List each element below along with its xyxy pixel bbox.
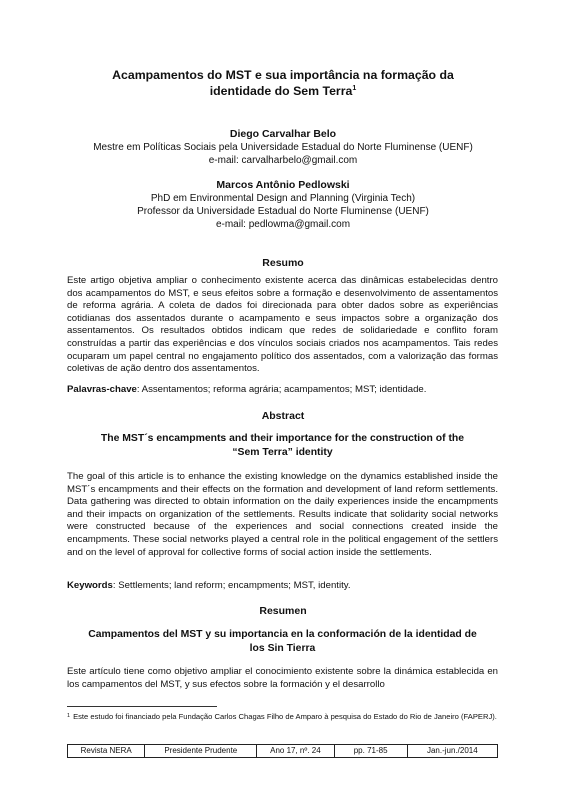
abstract-title-line-1: The MST´s encampments and their importance for the construction of the: [100, 433, 465, 444]
abstract-title: [67, 432, 498, 459]
resumen-heading: Resumen: [259, 605, 307, 617]
keywords-label: Palavras-chave: [67, 384, 137, 395]
footnote-mark: 1: [67, 713, 71, 719]
keywords-label: Keywords: [67, 580, 113, 591]
keywords-list: : Settlements; land reform; encampments; MST, identity.: [112, 580, 351, 591]
abstract-keywords: [67, 580, 498, 593]
footer-city: Presidente Prudente: [145, 745, 257, 758]
title-line-1: Acampamentos do MST e sua importância na formação da: [112, 68, 454, 82]
footer-date: Jan.-jun./2014: [407, 745, 497, 758]
footnote: [67, 712, 498, 723]
footnote-divider: [67, 706, 217, 707]
footnote-text: Este estudo foi financiado pela Fundação Carlos Chagas Filho de Amparo à pesquisa do Estado do Rio de Janeiro (FAPERJ).: [73, 712, 497, 721]
abstract-text: The goal of this article is to enhance the existing knowledge on the dynamics established inside the MST´s encampments and their effects on the formation and development of land reform settlements. Data gathering was directed to obtain information on the daily experiences inside the encampments and their impacts on organization of the settlements. Results indicate that solidarity social networks were constructed because of the experiences and social connections created inside the encampments. These social networks played a central role in the political engagement of the settlers and on the level of approval for collective forms of social action inside the settlements.: [67, 471, 498, 558]
author-email: e-mail: carvalharbelo@gmail.com: [208, 155, 358, 166]
author-affiliation: Mestre em Políticas Sociais pela Universidade Estadual do Norte Fluminense (UENF): [93, 142, 473, 153]
resumo-text: Este artigo objetiva ampliar o conhecimento existente acerca das dinâmicas estabelecidas dentro dos acampamentos do MST, e seus efeitos sobre a formação e desenvolvimento de assentamentos de reforma agrária. A coleta de dados foi direcionada para obter dados sobre as experiências cotidianas dos assentados durante o acampamento e seus impactos sobre a organização dos assentamentos. Os resultados obtidos indicam que redes de solidariedade e conflito foram construídas a partir das experiências e dos vínculos sociais criados nos acampamentos. Tais redes ocuparam um papel central no engajamento político dos assentados, com a valorização das formas coletivas de ação dentro dos assentamentos.: [67, 275, 498, 375]
footer-journal: Revista NERA: [68, 745, 145, 758]
abstract-title-line-2: “Sem Terra” identity: [232, 446, 333, 458]
resumen-title-line-2: los Sin Tierra: [249, 642, 316, 654]
author-2: [40, 178, 526, 231]
journal-footer: [67, 744, 498, 758]
resumo-heading: Resumo: [262, 257, 304, 269]
article-title: [60, 67, 506, 99]
author-email: e-mail: pedlowma@gmail.com: [215, 219, 351, 230]
abstract-heading: Abstract: [261, 410, 305, 422]
footer-pages: pp. 71-85: [334, 745, 407, 758]
author-1: [40, 127, 526, 167]
title-line-2: identidade do Sem Terra: [209, 84, 353, 98]
author-name: Diego Carvalhar Belo: [229, 128, 337, 140]
resumen-title-line-1: Campamentos del MST y su importancia en la conformación de la identidad de: [88, 629, 477, 640]
author-affiliation: Professor da Universidade Estadual do Norte Fluminense (UENF): [137, 206, 429, 217]
footer-issue: Ano 17, nº. 24: [257, 745, 334, 758]
keywords-list: : Assentamentos; reforma agrária; acampamentos; MST; identidade.: [136, 384, 427, 395]
resumen-text: Este artículo tiene como objetivo ampliar el conocimiento existente sobre la dinámica establecida en los campamentos del MST, y sus efectos sobre la formación y el desarrollo: [67, 666, 498, 690]
resumo-keywords: [67, 384, 498, 397]
resumen-title: [67, 628, 498, 655]
author-name: Marcos Antônio Pedlowski: [216, 179, 350, 191]
author-degree: PhD em Environmental Design and Planning (Virginia Tech): [150, 193, 416, 204]
footer-row: [68, 745, 498, 758]
title-footnote-mark[interactable]: 1: [352, 85, 357, 92]
